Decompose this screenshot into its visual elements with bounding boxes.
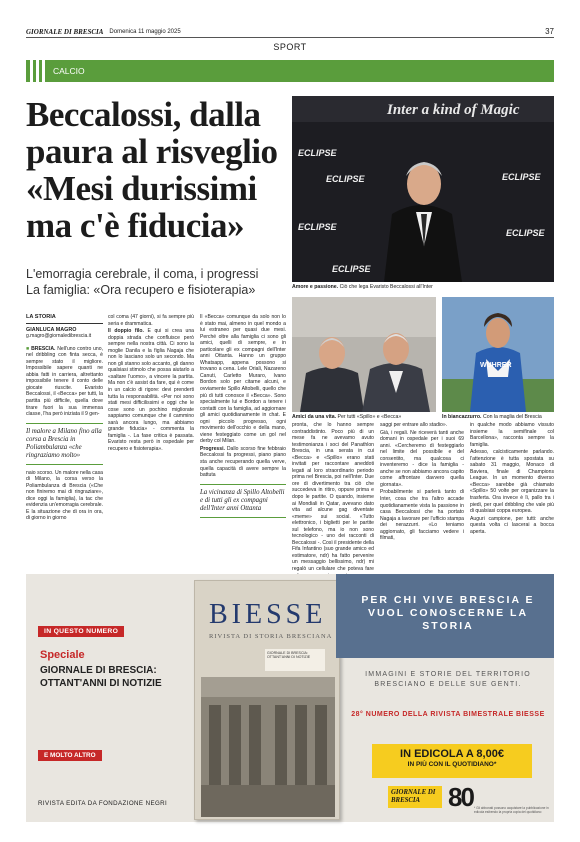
backdrop-logo: ECLIPSE bbox=[502, 172, 541, 182]
author-name: GIANLUCA MAGRO bbox=[26, 326, 77, 333]
banner-text: PER CHI VIVE BRESCIA E VUOL CONOSCERNE LA STORIA bbox=[361, 594, 535, 632]
category-bar bbox=[26, 60, 554, 82]
paragraph: Auguri campione, per tutti: anche questa volta ci lascerai a bocca aperta. bbox=[470, 515, 554, 535]
page-number: 37 bbox=[545, 27, 554, 36]
section-label: SPORT bbox=[273, 42, 307, 52]
author-email[interactable]: g.magro@giornaledibrescia.it bbox=[26, 333, 92, 340]
speciale-label: Speciale bbox=[40, 649, 85, 661]
pull-quote: La vicinanza di Spillo Altobelli e di tutti gli ex compagni dell'Inter anni Ottanta bbox=[200, 484, 286, 518]
article-column-5 bbox=[380, 422, 464, 550]
magazine-badge: GIORNALE DI BRESCIA: OTTANT'ANNI DI NOTIZIE bbox=[265, 649, 325, 671]
caption-text: Ciò che lega Evaristo Beccalossi all'Inter bbox=[338, 284, 433, 290]
main-photo-caption bbox=[292, 284, 554, 291]
main-photo bbox=[292, 96, 554, 282]
masthead bbox=[26, 26, 554, 38]
magazine-cover bbox=[194, 580, 340, 820]
backdrop-logo: ECLIPSE bbox=[506, 228, 545, 238]
story-tagline: IMMAGINI E STORIE DEL TERRITORIO BRESCIANO E DELLE SUE GENTI. bbox=[365, 671, 531, 688]
backdrop-logo: ECLIPSE bbox=[326, 174, 365, 184]
price-box bbox=[372, 744, 532, 778]
paragraph: Adesso, calcisticamente parlando. l'attenzione è tutta spostata su sabato 31 maggio, Monaco di Baviera, finale di Champions League. In un momento diverso «Becca» sarebbe già chiamato «Spillo» 50 volte per organizzare la trasferta. Ora invece è lì, pallo tra i piedi, per quel dribbling che vale più di qualsiasi coppa europea. bbox=[470, 449, 554, 515]
backdrop-logo: ECLIPSE bbox=[332, 264, 371, 274]
brescia-jersey-photo bbox=[442, 297, 554, 412]
backdrop-logo: ECLIPSE bbox=[298, 148, 337, 158]
paragraph: ■ BRESCIA. Nell'uno contro uno, nel dribbling con finta secca, è sempre stato il migliore. Impossibile sapere quanti ne abbia fatti in carriera, altrettanto impossibile tenere il conto delle giocate riuscite. Evaristo Beccalossi, il «Becca» per tutti, la partita più difficile, quella dove tirare fuori la sua immensa classe, l'ha però iniziata il 9 gen- bbox=[26, 345, 103, 418]
special-title: GIORNALE DI BRESCIA: OTTANT'ANNI DI NOTIZIE bbox=[40, 665, 162, 689]
friends-photo bbox=[292, 297, 436, 412]
paragraph-subtitle: Progressi. bbox=[200, 445, 225, 452]
article-column-1 bbox=[26, 314, 103, 550]
caption-bold: Amici da una vita. bbox=[292, 414, 337, 420]
subheadline bbox=[26, 266, 286, 298]
paragraph: in qualche modo abbiamo vissuto insieme la semifinale col Barcellona», racconta sempre la famiglia. bbox=[470, 422, 554, 448]
stripes-decoration bbox=[30, 60, 45, 82]
issue-number: 28° NUMERO DELLA RIVISTA BIMESTRALE BIESSE bbox=[351, 711, 545, 718]
paragraph: Progressi. Dallo scorso fine febbraio Beccalossi fa progressi, piano piano sta anche recuperando quella verve, quella capacità di avere sempre la battuta bbox=[200, 445, 286, 479]
magazine-title: BIESSE bbox=[209, 599, 327, 630]
paragraph: saggi per entrare allo stadio». bbox=[380, 422, 448, 428]
caption-text: Con la maglia del Brescia bbox=[481, 414, 542, 420]
paragraph-subtitle: Il doppio filo. bbox=[108, 328, 144, 335]
lead-dot-icon: ■ bbox=[26, 345, 32, 352]
jersey-photo-illustration bbox=[442, 297, 554, 412]
main-photo-illustration bbox=[292, 96, 554, 282]
paragraph: Già, i regali. Ne riceverà tanti anche domani in ospedale per i suoi 69 anni. «Cercheremo di festeggiarlo nel limite del possibile e del consentito, ma qualcosa ci inventeremo - dice la famiglia - anche se non abbiamo ancora capito come affrontare davvero quella giornata». bbox=[380, 429, 464, 488]
headline: Beccalossi, dalla paura al risveglio «Mesi durissimi ma c'è fiducia» bbox=[26, 95, 278, 245]
paragraph: Probabilmente si parlerà tanto di Inter, cosa che tra l'altro accade quotidianamente vista la passione in casa Beccalossi che ha portato Nagaja a lavorare per l'ufficio stampa dei nerazzurri. «Lo teniamo aggiornato, gli facciamo vedere i filmati, bbox=[380, 489, 464, 542]
magazine-cover-illustration bbox=[195, 581, 341, 821]
magazine-subtitle: RIVISTA DI STORIA BRESCIANA bbox=[209, 633, 333, 640]
anniversary-80-logo: 80 bbox=[448, 782, 473, 812]
price-label: IN EDICOLA A 8,00€ bbox=[400, 748, 504, 760]
story-label: LA STORIA bbox=[26, 314, 103, 324]
caption-bold: In biancazzurro. bbox=[442, 414, 482, 420]
caption-bold: Amore e passione. bbox=[292, 284, 339, 290]
paragraph: Il doppio filo. E qui si crea una doppia strada che confluisce però sempre nella nostra città. Ci sono la moglie Danila e la figlia Nagaja che non lo lasciano solo un secondo. Ma non gli stanno solo accanto, gli danno qualsiasi stimolo che possa aiutarlo a «saltare l'uomo», a vincere la partita. Ma non c'è assist da fare, qui è come in un calcio di rigore: devi prenderti tutta la responsabilità. «Per noi sono stati mesi difficilissimi e oggi che le cose sono un pochino migliorate sappiamo comunque che il cammino sarà ancora lungo, ma abbiamo grande fiducia» - commenta la famiglia -. La fase critica è passata. Evaristo resta però in ospedale per recupero e fisioterapia». bbox=[108, 328, 195, 452]
jersey-sponsor: WUHRER bbox=[480, 362, 512, 369]
jersey-photo-caption bbox=[442, 414, 554, 421]
publisher-line: RIVISTA EDITA DA FONDAZIONE NEGRI bbox=[38, 800, 168, 807]
backdrop-text: Inter a kind of Magic bbox=[387, 102, 520, 118]
newspaper-logo: GIORNALE DI BRESCIA bbox=[388, 786, 442, 808]
friends-photo-caption bbox=[292, 414, 438, 421]
issue-date: Domenica 11 maggio 2025 bbox=[109, 28, 181, 35]
dateline: BRESCIA. bbox=[31, 345, 56, 352]
category-label: CALCIO bbox=[53, 66, 85, 76]
fine-print: * Gli abbonati possono acquistare la pubblicazione in edicola esibendo la propria copia del quotidiano bbox=[474, 806, 549, 814]
caption-text: Per tutti «Spillo» e «Becca» bbox=[336, 414, 402, 420]
paragraph: pronta, che lo hanno sempre contraddistinto. Poco più di un mese fa ne avevamo avuto testimonianza i soci del Panathlon Brescia, in una serata in cui «Becca» e «Spillo» erano stati invitati per raccontare aneddoti legati al loro straordinario periodo prima nel Brescia, poi nell'Inter. Due ore di divertimento tra ciò che succedeva in ritiro, oppure prima e dopo le partite. O quando, insieme ai Mondiali in Qatar, avevano dato vita ad alcune gag diventate «meme» sui social. «Tutto elettronico, i biglietti per le partite sul telefono, ma io non sono tecnologico - uno dei racconti di Beccalossi -. Così il presidente della Fifa Infantino (suo grande amico ed estimatore, ndr) ha fatto pervenire un messaggio bellissimo, ndr) mi regalò un cellulare che poteva fare bbox=[292, 422, 374, 573]
friends-photo-illustration bbox=[292, 297, 436, 412]
subhead-line-2: La famiglia: «Ora recupero e fisioterapia» bbox=[26, 283, 256, 297]
backdrop-logo: ECLIPSE bbox=[298, 222, 337, 232]
article-column-6 bbox=[470, 422, 554, 550]
pull-quote: Il malore a Milano fino alla corsa a Brescia in Poliambulanza «che ringraziamo molto» bbox=[26, 423, 103, 465]
article-column-3 bbox=[200, 314, 286, 550]
article-column-2 bbox=[108, 314, 194, 550]
advertisement-biesse[interactable] bbox=[26, 574, 554, 822]
article-column-4 bbox=[292, 422, 374, 573]
subhead-line-1: L'emorragia cerebrale, il coma, i progressi bbox=[26, 267, 259, 281]
paragraph: Il «Becca» comunque da solo non lo è stato mai, almeno in quel mondo a lui estraneo per quasi due mesi. Perché oltre alla famiglia ci sono gli amici, quelli di sempre, e in particolare gli ex compagni dell'Inter anni Ottanta. Hanno un gruppo Whatsapp, appena possono si trovano a cena. Lele Oriali, Nazareno Canuti, Carletto Muraro, Ivano Bordon solo per citarne alcuni, e ovviamente Spillo Altobelli, quello che più di tutti conosce il «Becca». Sono specialmente lui e Bordon a tenere i contatti con la famiglia, ad aggiornare gli amici quotidianamente in chat. E ogni piccolo progresso, ogni movimento dell'occhio e della mano, viene festeggiato come un gol nel derby col Milan. bbox=[200, 314, 286, 445]
in-this-issue-tag: IN QUESTO NUMERO bbox=[38, 626, 124, 637]
paragraph: col coma (47 giorni), si fa sempre più seria e drammatica. bbox=[108, 314, 194, 327]
paragraph: naio scorso. Un malore nella casa di Milano, la corsa verso la Poliambulanza di Brescia («Che non finiremo mai di ringraziare», dice oggi la famiglia), la tac che evidenzia un'emorragia cerebrale. E la situazione che di ora in ora, di giorno in giorno bbox=[26, 469, 103, 522]
price-sub: IN PIÙ CON IL QUOTIDIANO* bbox=[407, 761, 497, 768]
more-tag: E MOLTO ALTRO bbox=[38, 750, 102, 761]
newspaper-name: GIORNALE DI BRESCIA bbox=[26, 27, 104, 36]
